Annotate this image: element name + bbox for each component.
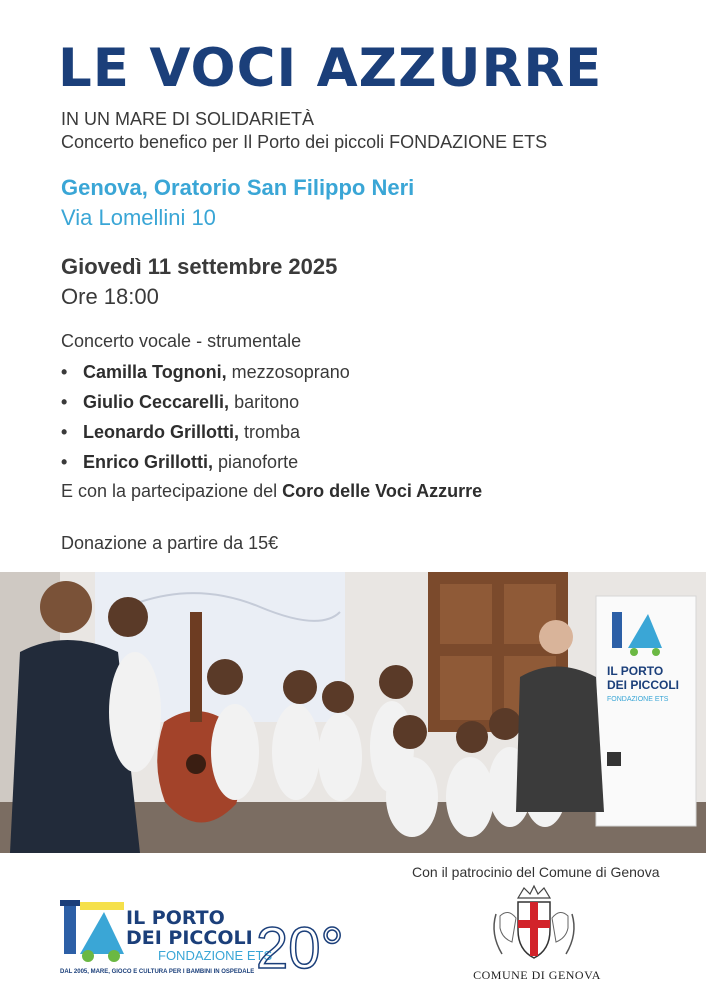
event-date: Giovedì 11 settembre 2025	[61, 254, 338, 279]
logo-line1: IL PORTO	[126, 907, 225, 929]
banner-line1: IL PORTO	[607, 664, 664, 678]
performer-role: mezzosoprano	[226, 362, 350, 382]
choir-name: Coro delle Voci Azzurre	[282, 481, 483, 501]
performer-role: tromba	[239, 422, 301, 442]
event-address: Via Lomellini 10	[61, 205, 216, 230]
event-venue: Genova, Oratorio San Filippo Neri	[61, 175, 415, 200]
logo-tagline: DAL 2005, MARE, GIOCO E CULTURA PER I BAMBINI IN OSPEDALE	[60, 969, 255, 975]
performer-item	[61, 451, 350, 481]
logo-line2: DEI PICCOLI	[126, 927, 253, 949]
performer-item	[61, 391, 350, 421]
bullet-icon: •	[61, 362, 68, 382]
performer-name: Camilla Tognoni,	[83, 362, 227, 382]
comune-genova-crest-icon	[488, 884, 580, 964]
anniversary-mark: 20°	[256, 916, 344, 981]
performer-name: Giulio Ceccarelli,	[83, 392, 230, 412]
banner-line2: DEI PICCOLI	[607, 678, 680, 692]
porto-dei-piccoli-logo	[58, 898, 348, 982]
concert-type: Concerto vocale - strumentale	[61, 331, 302, 351]
logo-line3: FONDAZIONE ETS	[158, 948, 273, 963]
choir-line	[61, 481, 482, 502]
bullet-icon: •	[61, 392, 68, 412]
performer-item	[61, 361, 350, 391]
performer-name: Leonardo Grillotti,	[83, 422, 239, 442]
choir-photo	[0, 572, 706, 853]
performer-name: Enrico Grillotti,	[83, 452, 214, 472]
comune-label: COMUNE DI GENOVA	[473, 968, 601, 982]
event-title: LE VOCI AZZURRE	[58, 38, 603, 99]
patronage-text: Con il patrocinio del Comune di Genova	[412, 864, 660, 880]
event-purpose: Concerto benefico per Il Porto dei piccoli FONDAZIONE ETS	[61, 132, 548, 152]
event-time: Ore 18:00	[61, 284, 159, 309]
choir-prefix: E con la partecipazione del	[61, 481, 283, 501]
event-subtitle: IN UN MARE DI SOLIDARIETÀ	[61, 109, 315, 129]
banner-line3: FONDAZIONE ETS	[607, 696, 669, 703]
performer-role: baritono	[229, 392, 300, 412]
performer-item	[61, 421, 350, 451]
performer-role: pianoforte	[213, 452, 299, 472]
bullet-icon: •	[61, 452, 68, 472]
donation-info: Donazione a partire da 15€	[61, 533, 279, 553]
performer-list	[61, 361, 350, 481]
bullet-icon: •	[61, 422, 68, 442]
